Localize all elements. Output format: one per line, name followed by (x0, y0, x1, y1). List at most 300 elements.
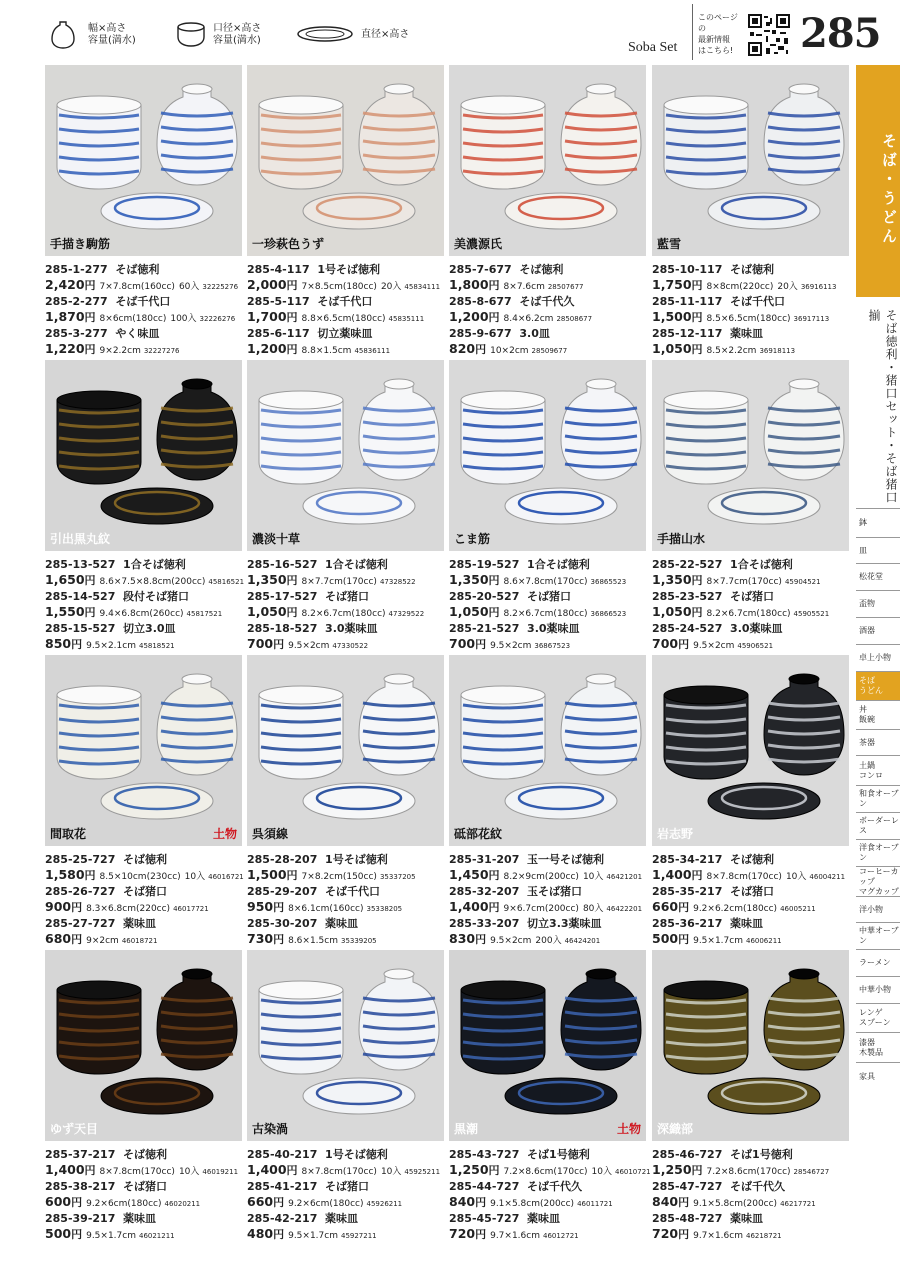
item-price: 1,050 (449, 604, 489, 619)
item-jan: 28508677 (556, 315, 593, 323)
qr-caption-line: 最新情報 (698, 35, 730, 44)
item-header (45, 622, 250, 636)
item-row[interactable] (652, 327, 857, 359)
item-code: 285-3-277 (45, 327, 108, 340)
series-name: こま筋 (454, 532, 491, 546)
item-row[interactable] (449, 263, 654, 295)
item-list (247, 1148, 452, 1244)
item-code: 285-25-727 (45, 853, 116, 866)
sidebar-category[interactable]: 茶器 (856, 729, 900, 755)
item-spec: 8.2×6.7cm(180cc) (301, 609, 386, 619)
header-divider (692, 4, 693, 60)
item-header (652, 327, 857, 341)
item-list (45, 263, 250, 359)
item-spec: 9.2×6cm(180cc) (86, 1199, 162, 1209)
item-jan: 46004211 (809, 873, 846, 881)
item-row[interactable] (247, 1148, 452, 1180)
yen-unit: 円 (71, 1196, 83, 1209)
item-row[interactable] (449, 853, 654, 885)
item-title: 薬味皿 (730, 917, 764, 930)
yen-unit: 円 (84, 606, 96, 619)
item-code: 285-13-527 (45, 558, 116, 571)
sidebar-category[interactable]: 家具 (856, 1062, 900, 1090)
item-spec: 8.5×2.2cm (706, 346, 757, 356)
item-details (45, 1226, 250, 1244)
series-name: 美濃源氏 (454, 237, 503, 251)
item-title: 1号そば徳利 (317, 263, 381, 276)
item-code: 285-1-277 (45, 263, 108, 276)
material-badge: 土物 (616, 1122, 641, 1136)
item-price: 1,650 (45, 572, 85, 587)
item-details (45, 572, 250, 590)
item-jan: 46020211 (164, 1200, 201, 1208)
item-row[interactable] (449, 295, 654, 327)
yen-unit: 円 (286, 869, 298, 882)
series-name: 濃淡十草 (252, 532, 301, 546)
tableware-set-image (247, 655, 444, 846)
item-title: そば猪口 (123, 885, 168, 898)
item-jan: 45905521 (793, 610, 830, 618)
item-code: 285-30-207 (247, 917, 318, 930)
item-spec: 8.6×1.5cm (288, 936, 338, 946)
item-spec: 8.2×6.7cm(180cc) (503, 609, 588, 619)
yen-unit: 円 (273, 901, 285, 914)
item-code: 285-2-277 (45, 295, 108, 308)
tableware-set-image (652, 950, 849, 1141)
sidebar-category[interactable]: 洋小物 (856, 896, 900, 922)
item-jan: 45904521 (784, 578, 821, 586)
yen-unit: 円 (691, 606, 703, 619)
product-photo[interactable] (652, 655, 849, 846)
legend-item (50, 18, 136, 52)
sidebar-category[interactable]: 卓上小物 (856, 644, 900, 671)
item-row[interactable] (45, 917, 250, 949)
product-photo[interactable] (449, 950, 646, 1141)
item-details (45, 636, 250, 654)
item-price: 1,250 (652, 1162, 692, 1177)
item-code: 285-16-527 (247, 558, 318, 571)
item-price: 500 (652, 931, 679, 946)
product-photo[interactable] (652, 950, 849, 1141)
item-list (45, 558, 250, 654)
item-spec: 8×6.1cm(160cc) (288, 904, 364, 914)
item-pack: 10入 (785, 872, 807, 882)
item-jan: 28546727 (793, 1168, 830, 1176)
item-header (247, 263, 452, 277)
item-pack: 10入 (184, 872, 206, 882)
sidebar-category[interactable]: 和食オーブン (856, 785, 900, 812)
item-code: 285-40-217 (247, 1148, 318, 1161)
item-pack: 10入 (178, 1167, 200, 1177)
item-jan: 46424201 (564, 937, 601, 945)
item-code: 285-15-527 (45, 622, 116, 635)
item-title: 薬味皿 (123, 1212, 157, 1225)
item-spec: 9.5×2cm (490, 936, 532, 946)
legend-label-line: 容量(満水) (213, 35, 261, 46)
item-title: 1合そば徳利 (325, 558, 388, 571)
item-details (652, 604, 857, 622)
legend-label (361, 29, 409, 41)
item-title: 1合そば徳利 (730, 558, 793, 571)
item-row[interactable] (449, 622, 654, 654)
qr-caption (698, 12, 744, 56)
item-title: そば徳利 (519, 263, 564, 276)
yen-unit: 円 (691, 279, 703, 292)
item-code: 285-26-727 (45, 885, 116, 898)
product-photo[interactable] (449, 655, 646, 846)
item-row[interactable] (449, 590, 654, 622)
item-row[interactable] (247, 327, 452, 359)
item-details (247, 636, 452, 654)
item-title: 玉一号そば徳利 (527, 853, 605, 866)
item-row[interactable] (449, 1212, 654, 1244)
item-row[interactable] (449, 885, 654, 917)
section-tab[interactable]: そば・うどん (856, 65, 900, 297)
item-header (449, 1212, 654, 1226)
item-header (247, 1148, 452, 1162)
sidebar-category[interactable]: 鉢 (856, 508, 900, 537)
sidebar-category[interactable]: 洋食オーブン (856, 839, 900, 866)
item-spec: 9.5×2cm (490, 641, 532, 651)
item-row[interactable] (45, 1148, 250, 1180)
item-code: 285-19-527 (449, 558, 520, 571)
sidebar-category[interactable]: 土鍋 コンロ (856, 755, 900, 785)
item-price: 1,500 (247, 867, 287, 882)
item-code: 285-22-527 (652, 558, 723, 571)
item-price: 1,200 (449, 309, 489, 324)
item-price: 840 (652, 1194, 679, 1209)
product-photo[interactable] (45, 360, 242, 551)
item-row[interactable] (652, 295, 857, 327)
yen-unit: 円 (84, 343, 96, 356)
item-details (247, 572, 452, 590)
item-pack: 200入 (535, 936, 562, 946)
item-title: そば猪口 (325, 590, 370, 603)
item-code: 285-34-217 (652, 853, 723, 866)
item-header (652, 622, 857, 636)
item-details (247, 1162, 452, 1180)
product-photo[interactable] (45, 655, 242, 846)
item-price: 660 (247, 1194, 274, 1209)
item-row[interactable] (652, 263, 857, 295)
item-spec: 9.1×5.8cm(200cc) (693, 1199, 778, 1209)
item-price: 1,550 (45, 604, 85, 619)
item-jan: 45834111 (404, 283, 441, 291)
item-pack: 10入 (582, 872, 604, 882)
item-price: 1,350 (247, 572, 287, 587)
item-row[interactable] (45, 1212, 250, 1244)
item-price: 700 (449, 636, 476, 651)
item-header (652, 590, 857, 604)
item-row[interactable] (652, 558, 857, 590)
series-name: 引出黒丸紋 (50, 532, 111, 546)
sidebar-category[interactable]: ラーメン (856, 949, 900, 976)
item-row[interactable] (652, 1212, 857, 1244)
item-title: そば猪口 (123, 1180, 168, 1193)
sidebar-category[interactable]: 皿 (856, 537, 900, 563)
item-row[interactable] (449, 558, 654, 590)
sidebar-category[interactable]: 中華オーブン (856, 922, 900, 949)
item-header (652, 1180, 857, 1194)
product-photo[interactable] (247, 360, 444, 551)
item-price: 1,220 (45, 341, 85, 356)
yen-unit: 円 (71, 638, 83, 651)
item-price: 700 (652, 636, 679, 651)
sidebar-category[interactable]: ボーダーレス (856, 812, 900, 839)
item-row[interactable] (652, 853, 857, 885)
item-header (449, 1148, 654, 1162)
yen-unit: 円 (488, 901, 500, 914)
yen-unit: 円 (678, 1196, 690, 1209)
item-row[interactable] (45, 327, 250, 359)
item-row[interactable] (652, 590, 857, 622)
legend-label-line: 口径×高さ (213, 23, 262, 34)
item-row[interactable] (247, 263, 452, 295)
item-spec: 8×7.7cm(170cc) (301, 577, 377, 587)
item-list (652, 263, 857, 359)
item-spec: 9.7×1.6cm (490, 1231, 540, 1241)
item-spec: 8×6cm(180cc) (99, 314, 167, 324)
yen-unit: 円 (475, 638, 487, 651)
product-photo[interactable] (45, 65, 242, 256)
item-spec: 8.2×9cm(200cc) (503, 872, 579, 882)
item-details (45, 1194, 250, 1212)
tableware-set-image (652, 360, 849, 551)
product-photo[interactable] (652, 360, 849, 551)
yen-unit: 円 (691, 343, 703, 356)
item-row[interactable] (247, 590, 452, 622)
item-row[interactable] (247, 885, 452, 917)
item-row[interactable] (45, 1180, 250, 1212)
item-jan: 36865523 (590, 578, 627, 586)
sidebar-category[interactable]: そば うどん (856, 671, 900, 700)
item-details (247, 1226, 452, 1244)
item-code: 285-46-727 (652, 1148, 723, 1161)
item-pack: 80入 (582, 904, 604, 914)
item-title: 1合そば徳利 (527, 558, 590, 571)
sidebar-category[interactable]: 酒器 (856, 617, 900, 644)
item-details (45, 277, 250, 295)
item-price: 680 (45, 931, 72, 946)
item-title: そば猪口 (527, 590, 572, 603)
yen-unit: 円 (488, 574, 500, 587)
item-spec: 8×7.8cm(170cc) (301, 1167, 377, 1177)
item-row[interactable] (247, 853, 452, 885)
item-row[interactable] (652, 1148, 857, 1180)
item-price: 1,200 (247, 341, 287, 356)
item-jan: 32226276 (199, 315, 236, 323)
item-details (247, 604, 452, 622)
item-list (449, 263, 654, 359)
item-details (652, 636, 857, 654)
item-jan: 46012721 (542, 1232, 579, 1240)
item-row[interactable] (45, 558, 250, 590)
item-title: そば千代久 (519, 295, 575, 308)
item-price: 820 (449, 341, 476, 356)
product-photo[interactable] (247, 950, 444, 1141)
item-row[interactable] (652, 622, 857, 654)
legend-label-line: 直径×高さ (361, 29, 410, 40)
item-code: 285-28-207 (247, 853, 318, 866)
item-price: 2,420 (45, 277, 85, 292)
item-price: 700 (247, 636, 274, 651)
item-jan: 36918113 (759, 347, 796, 355)
item-row[interactable] (652, 917, 857, 949)
yen-unit: 円 (71, 933, 83, 946)
item-spec: 7×8.2cm(150cc) (301, 872, 377, 882)
item-pack: 100入 (170, 314, 197, 324)
series-name: 手描き駒筋 (50, 237, 111, 251)
item-code: 285-42-217 (247, 1212, 318, 1225)
item-title: そば千代口 (325, 885, 381, 898)
tableware-set-image (247, 65, 444, 256)
item-row[interactable] (247, 622, 452, 654)
cup-icon (175, 18, 207, 52)
item-title: 薬味皿 (325, 1212, 359, 1225)
item-price: 840 (449, 1194, 476, 1209)
item-title: 3.0皿 (519, 327, 550, 340)
item-spec: 10×2cm (490, 346, 529, 356)
item-price: 1,350 (449, 572, 489, 587)
product-photo[interactable] (247, 65, 444, 256)
item-code: 285-24-527 (652, 622, 723, 635)
item-details (652, 277, 857, 295)
item-row[interactable] (247, 1180, 452, 1212)
item-row[interactable] (449, 1180, 654, 1212)
item-details (449, 1194, 654, 1212)
item-spec: 9.5×1.7cm (693, 936, 743, 946)
product-photo[interactable] (652, 65, 849, 256)
item-row[interactable] (45, 263, 250, 295)
item-row[interactable] (45, 885, 250, 917)
sidebar-category[interactable]: 盃物 (856, 590, 900, 617)
item-row[interactable] (45, 622, 250, 654)
item-title: 切立3.0皿 (123, 622, 176, 635)
product-photo[interactable] (449, 65, 646, 256)
item-details (449, 636, 654, 654)
item-title: 切立3.3薬味皿 (527, 917, 602, 930)
sidebar-category[interactable]: レンゲ スプーン (856, 1003, 900, 1032)
yen-unit: 円 (678, 1228, 690, 1241)
item-row[interactable] (449, 917, 654, 949)
item-details (652, 1226, 857, 1244)
item-title: そば猪口 (730, 885, 775, 898)
yen-unit: 円 (488, 311, 500, 324)
item-row[interactable] (247, 558, 452, 590)
sidebar-category[interactable]: 丼 飯碗 (856, 700, 900, 729)
item-row[interactable] (247, 295, 452, 327)
yen-unit: 円 (286, 279, 298, 292)
item-jan: 46021211 (138, 1232, 175, 1240)
item-header (247, 590, 452, 604)
yen-unit: 円 (691, 1164, 703, 1177)
yen-unit: 円 (488, 279, 500, 292)
sidebar-category[interactable]: コーヒーカップ マグカップ (856, 866, 900, 896)
item-row[interactable] (45, 590, 250, 622)
series-name: 黒潮 (454, 1122, 479, 1136)
tableware-set-image (449, 950, 646, 1141)
item-list (247, 853, 452, 949)
item-jan: 46018721 (121, 937, 158, 945)
item-details (45, 1162, 250, 1180)
item-row[interactable] (45, 295, 250, 327)
yen-unit: 円 (691, 869, 703, 882)
yen-unit: 円 (691, 311, 703, 324)
item-title: そば猪口 (325, 1180, 370, 1193)
item-row[interactable] (45, 853, 250, 885)
item-details (652, 341, 857, 359)
item-header (247, 558, 452, 572)
item-jan: 46019211 (202, 1168, 239, 1176)
product-photo[interactable] (449, 360, 646, 551)
item-row[interactable] (449, 327, 654, 359)
sidebar-category[interactable]: 漆器 木製品 (856, 1032, 900, 1062)
qr-code-icon[interactable] (748, 14, 790, 56)
item-jan: 45836111 (354, 347, 391, 355)
item-row[interactable] (652, 1180, 857, 1212)
item-jan: 46218721 (745, 1232, 782, 1240)
item-details (247, 1194, 452, 1212)
item-title: そば1号徳利 (730, 1148, 793, 1161)
item-details (45, 604, 250, 622)
item-details (449, 1162, 654, 1180)
item-jan: 46005211 (780, 905, 816, 913)
item-jan: 36867523 (534, 642, 571, 650)
item-spec: 8.3×6.8cm(220cc) (86, 904, 171, 914)
legend-label-line: 容量(満水) (88, 35, 136, 46)
item-jan: 46017721 (173, 905, 209, 913)
yen-unit: 円 (691, 574, 703, 587)
item-details (45, 899, 250, 917)
material-badge: 土物 (212, 827, 237, 841)
product-photo[interactable] (45, 950, 242, 1141)
item-header (247, 327, 452, 341)
sidebar-category[interactable]: 中華小物 (856, 976, 900, 1003)
item-title: 薬味皿 (730, 1212, 764, 1225)
item-jan: 45927211 (340, 1232, 377, 1240)
item-details (449, 867, 654, 885)
sidebar-category[interactable]: 松花堂 (856, 563, 900, 590)
yen-unit: 円 (286, 1164, 298, 1177)
item-title: 玉そば猪口 (527, 885, 583, 898)
item-details (652, 1162, 857, 1180)
item-spec: 9.1×5.8cm(200cc) (490, 1199, 575, 1209)
item-jan: 35338205 (366, 905, 403, 913)
item-header (45, 885, 250, 899)
item-spec: 9.5×1.7cm (86, 1231, 136, 1241)
product-photo[interactable] (247, 655, 444, 846)
item-row[interactable] (449, 1148, 654, 1180)
item-title: そば徳利 (730, 263, 775, 276)
item-row[interactable] (247, 1212, 452, 1244)
item-details (652, 867, 857, 885)
item-title: そば千代口 (730, 295, 786, 308)
series-name: 砥部花紋 (454, 827, 503, 841)
item-details (652, 899, 857, 917)
item-row[interactable] (247, 917, 452, 949)
item-list (652, 1148, 857, 1244)
item-title: そば猪口 (730, 590, 775, 603)
yen-unit: 円 (488, 606, 500, 619)
item-row[interactable] (652, 885, 857, 917)
series-name: 手描山水 (657, 532, 706, 546)
item-price: 730 (247, 931, 274, 946)
tableware-set-image (45, 65, 242, 256)
item-spec: 9.5×1.7cm (288, 1231, 338, 1241)
item-jan: 45835111 (388, 315, 425, 323)
item-title: 3.0薬味皿 (325, 622, 378, 635)
item-code: 285-31-207 (449, 853, 520, 866)
